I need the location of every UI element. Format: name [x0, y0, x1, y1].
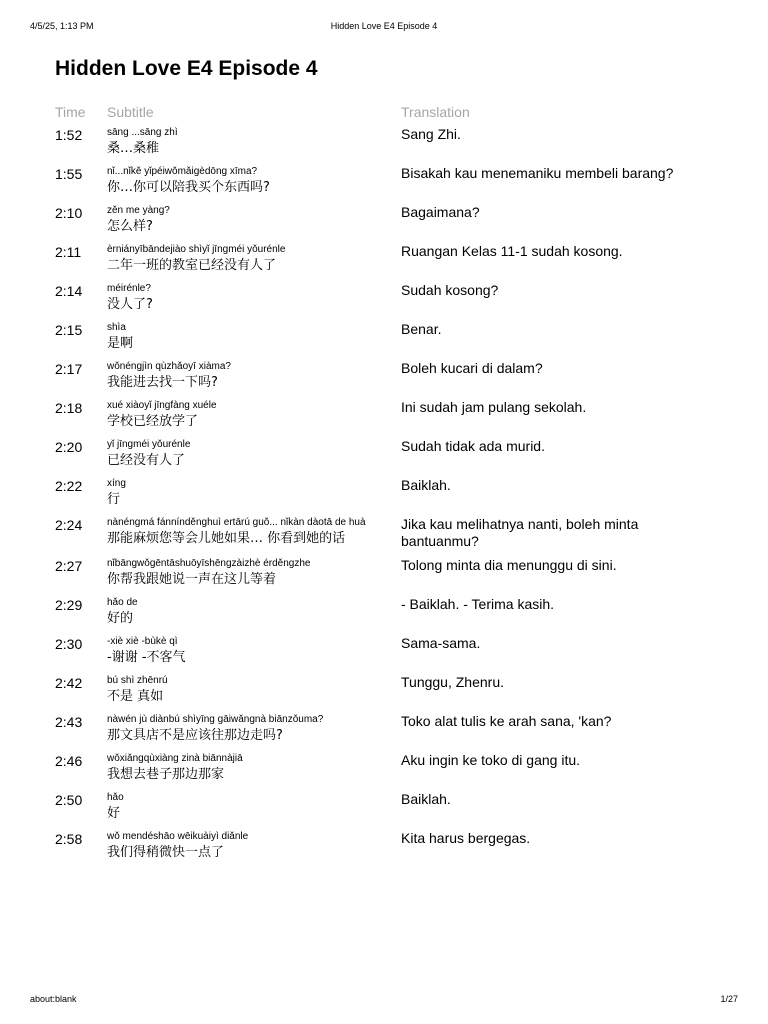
row-time: 2:42 — [55, 675, 83, 691]
row-time: 2:58 — [55, 831, 83, 847]
row-translation: Tunggu, Zhenru. — [401, 674, 504, 690]
table-row — [55, 165, 715, 197]
row-hanzi: 是啊 — [107, 336, 134, 351]
row-subtitle — [107, 516, 401, 550]
row-translation: Aku ingin ke toko di gang itu. — [401, 752, 581, 768]
row-subtitle — [107, 360, 401, 392]
row-subtitle — [107, 126, 401, 158]
row-pinyin: wǒ mendéshāo wēikuàiyì diǎnle — [107, 831, 249, 842]
row-time: 2:50 — [55, 792, 83, 808]
row-pinyin: yǐ jīngméi yǒurénle — [107, 439, 191, 450]
row-time: 2:18 — [55, 400, 83, 416]
row-pinyin: hǎo — [107, 792, 124, 803]
row-time: 1:55 — [55, 166, 83, 182]
row-subtitle — [107, 557, 401, 589]
row-subtitle — [107, 321, 401, 353]
row-translation: Sang Zhi. — [401, 126, 461, 142]
table-row — [55, 674, 715, 706]
row-subtitle — [107, 399, 401, 431]
row-translation: Tolong minta dia menunggu di sini. — [401, 557, 617, 573]
row-translation: Benar. — [401, 321, 442, 337]
table-row — [55, 596, 715, 628]
row-pinyin: -xiè xiè -bùkè qì — [107, 636, 178, 647]
row-time: 2:29 — [55, 597, 83, 613]
document-title: Hidden Love E4 Episode 4 — [55, 57, 318, 80]
row-hanzi: 桑…桑稚 — [107, 141, 160, 156]
row-time: 1:52 — [55, 127, 83, 143]
row-translation: Boleh kucari di dalam? — [401, 360, 543, 376]
row-pinyin: bú shì zhēnrú — [107, 675, 168, 686]
column-header-subtitle: Subtitle — [107, 104, 154, 120]
row-subtitle — [107, 791, 401, 823]
row-hanzi: 怎么样? — [107, 219, 153, 234]
row-translation: Baiklah. — [401, 477, 451, 493]
row-pinyin: nànéngmá fánnínděnghuì ertārú guǒ... nǐkàn dàotā de huà — [107, 517, 366, 528]
row-subtitle — [107, 752, 401, 784]
row-hanzi: 没人了? — [107, 297, 153, 312]
table-row — [55, 204, 715, 236]
row-hanzi: 学校已经放学了 — [107, 414, 199, 429]
row-time: 2:43 — [55, 714, 83, 730]
row-hanzi: 好的 — [107, 611, 134, 626]
table-row — [55, 399, 715, 431]
table-row — [55, 321, 715, 353]
row-pinyin: méirénle? — [107, 283, 151, 294]
row-subtitle — [107, 204, 401, 236]
table-header-row — [55, 102, 715, 126]
row-time: 2:22 — [55, 478, 83, 494]
table-row — [55, 635, 715, 667]
subtitle-table — [55, 102, 715, 869]
table-row — [55, 830, 715, 862]
row-pinyin: zěn me yàng? — [107, 205, 170, 216]
row-pinyin: nǐbāngwǒgēntāshuōyīshēngzàizhè érděngzhe — [107, 558, 311, 569]
row-subtitle — [107, 596, 401, 628]
row-pinyin: sāng ...sāng zhì — [107, 127, 178, 138]
row-time: 2:20 — [55, 439, 83, 455]
row-translation: Baiklah. — [401, 791, 451, 807]
row-translation: Sama-sama. — [401, 635, 481, 651]
row-pinyin: wǒxiǎngqùxiàng zinà biānnàjiā — [107, 753, 243, 764]
row-pinyin: nǐ...nǐkě yǐpéiwǒmǎigèdōng xīma? — [107, 166, 258, 177]
column-header-time: Time — [55, 104, 86, 120]
print-datetime: 4/5/25, 1:13 PM — [30, 21, 94, 31]
row-hanzi: 好 — [107, 806, 121, 821]
print-footer — [30, 993, 738, 1005]
row-pinyin: wǒnéngjìn qùzhǎoyī xiàma? — [107, 361, 231, 372]
row-time: 2:15 — [55, 322, 83, 338]
row-hanzi: 不是 真如 — [107, 689, 164, 704]
row-hanzi: 那文具店不是应该往那边走吗? — [107, 728, 283, 743]
row-pinyin: xíng — [107, 478, 126, 489]
row-time: 2:14 — [55, 283, 83, 299]
row-subtitle — [107, 243, 401, 275]
column-header-translation: Translation — [401, 104, 470, 120]
table-row — [55, 126, 715, 158]
row-pinyin: nàwén jù diànbú shìyīng gāiwǎngnà biānzǒuma? — [107, 714, 324, 725]
print-page-number: 1/27 — [720, 994, 738, 1004]
row-time: 2:27 — [55, 558, 83, 574]
row-hanzi: 我想去巷子那边那家 — [107, 767, 225, 782]
row-hanzi: 我能进去找一下吗? — [107, 375, 218, 390]
row-translation: Ruangan Kelas 11-1 sudah kosong. — [401, 243, 623, 259]
row-subtitle — [107, 713, 401, 745]
table-row — [55, 438, 715, 470]
row-translation: Bisakah kau menemaniku membeli barang? — [401, 165, 674, 181]
row-subtitle — [107, 477, 401, 509]
table-row — [55, 243, 715, 275]
table-row — [55, 516, 715, 550]
row-translation: Ini sudah jam pulang sekolah. — [401, 399, 587, 415]
row-translation: Sudah tidak ada murid. — [401, 438, 545, 454]
table-row — [55, 713, 715, 745]
row-hanzi: -谢谢 -不客气 — [107, 650, 186, 665]
row-hanzi: 行 — [107, 492, 121, 507]
table-row — [55, 557, 715, 589]
row-pinyin: xué xiàoyǐ jīngfàng xuéle — [107, 400, 217, 411]
row-time: 2:11 — [55, 244, 82, 260]
row-translation: Kita harus bergegas. — [401, 830, 531, 846]
table-row — [55, 791, 715, 823]
print-header — [30, 20, 738, 32]
table-row — [55, 752, 715, 784]
row-pinyin: èrniányībāndejiào shìyǐ jīngméi yǒurénle — [107, 244, 286, 255]
row-time: 2:24 — [55, 517, 83, 533]
row-time: 2:30 — [55, 636, 83, 652]
print-page-title: Hidden Love E4 Episode 4 — [330, 21, 438, 31]
row-translation: Toko alat tulis ke arah sana, 'kan? — [401, 713, 612, 729]
row-translation: - Baiklah. - Terima kasih. — [401, 596, 555, 612]
table-row — [55, 477, 715, 509]
row-subtitle — [107, 438, 401, 470]
row-translation: Sudah kosong? — [401, 282, 499, 298]
row-translation: Jika kau melihatnya nanti, boleh minta bantuanmu? — [401, 516, 639, 549]
row-hanzi: 你帮我跟她说一声在这儿等着 — [107, 572, 277, 587]
row-hanzi: 已经没有人了 — [107, 453, 186, 468]
print-url: about:blank — [30, 994, 77, 1004]
row-subtitle — [107, 635, 401, 667]
row-time: 2:46 — [55, 753, 83, 769]
row-pinyin: shìa — [107, 322, 126, 333]
table-row — [55, 360, 715, 392]
row-translation: Bagaimana? — [401, 204, 480, 220]
row-time: 2:10 — [55, 205, 83, 221]
row-hanzi: 二年一班的教室已经没有人了 — [107, 258, 277, 273]
row-hanzi: 我们得稍微快一点了 — [107, 845, 225, 860]
row-subtitle — [107, 674, 401, 706]
row-subtitle — [107, 165, 401, 197]
row-subtitle — [107, 282, 401, 314]
row-pinyin: hǎo de — [107, 597, 138, 608]
table-row — [55, 282, 715, 314]
row-hanzi: 那能麻烦您等会儿她如果… 你看到她的话 — [107, 531, 346, 546]
table-body — [55, 126, 715, 862]
row-hanzi: 你…你可以陪我买个东西吗? — [107, 180, 270, 195]
row-time: 2:17 — [55, 361, 83, 377]
row-subtitle — [107, 830, 401, 862]
